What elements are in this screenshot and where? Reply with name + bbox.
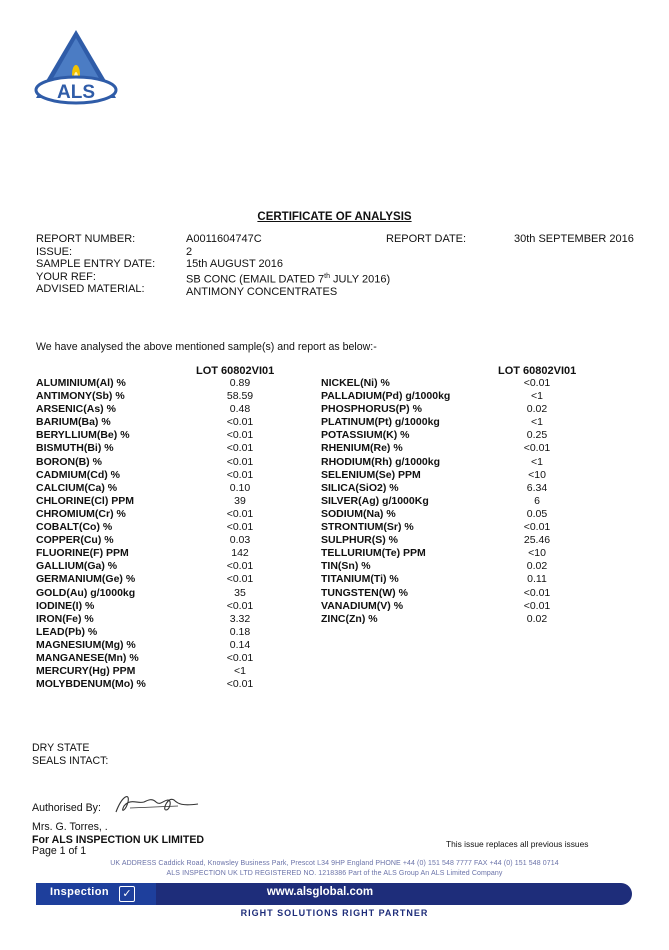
analyte-label: CHLORINE(Cl) PPM [36, 494, 134, 507]
footer-tagline: RIGHT SOLUTIONS RIGHT PARTNER [240, 908, 429, 918]
result-row [321, 495, 611, 508]
analyte-label: BISMUTH(Bi) % [36, 442, 114, 455]
result-row [321, 521, 611, 534]
result-row [321, 613, 611, 626]
issue-value: 2 [186, 245, 193, 258]
result-row [321, 508, 611, 521]
analyte-value: 25.46 [523, 534, 551, 547]
result-row [36, 403, 276, 416]
result-row [36, 560, 276, 573]
analyte-label: BARIUM(Ba) % [36, 416, 111, 429]
analyte-label: TIN(Sn) % [321, 560, 371, 573]
analyte-label: CALCIUM(Ca) % [36, 481, 118, 494]
advised-material-label: ADVISED MATERIAL: [36, 283, 145, 296]
seals-intact-text: SEALS INTACT: [32, 754, 109, 767]
signer-name: Mrs. G. Torres, . [32, 821, 108, 833]
result-row [321, 600, 611, 613]
als-logo-mark [30, 28, 122, 108]
result-row [36, 573, 276, 586]
result-row [321, 587, 611, 600]
result-row [36, 652, 276, 665]
analyte-label: GERMANIUM(Ge) % [36, 573, 136, 586]
analyte-label: NICKEL(Ni) % [321, 377, 390, 389]
analyte-label: SELENIUM(Se) PPM [321, 468, 421, 481]
your-ref-text-end: JULY 2016) [329, 273, 391, 286]
analyte-label: ARSENIC(As) % [36, 403, 116, 416]
analyte-value: <0.01 [226, 442, 254, 455]
analyte-label: STRONTIUM(Sr) % [321, 521, 414, 534]
result-row [321, 573, 611, 586]
analyte-label: IODINE(I) % [36, 599, 95, 612]
analyte-label: GOLD(Au) g/1000kg [36, 586, 136, 599]
report-date-label: REPORT DATE: [386, 233, 467, 245]
certificate-title: CERTIFICATE OF ANALYSIS [257, 211, 412, 223]
analyte-value: 0.25 [526, 429, 548, 442]
analyte-value: <0.01 [523, 521, 551, 534]
analyte-value: <0.01 [226, 521, 254, 534]
analyte-label: MOLYBDENUM(Mo) % [36, 678, 146, 691]
analyte-label: CHROMIUM(Cr) % [36, 507, 126, 520]
analyte-label: TITANIUM(Ti) % [321, 573, 399, 586]
report-meta-labels [36, 233, 186, 296]
analyte-label: RHODIUM(Rh) g/1000kg [321, 455, 441, 468]
sample-entry-date-label: SAMPLE ENTRY DATE: [36, 258, 156, 271]
analyte-label: ZINC(Zn) % [321, 612, 378, 625]
analyte-value: <0.01 [226, 599, 254, 612]
analyte-value: 0.02 [526, 403, 548, 416]
analyte-label: SULPHUR(S) % [321, 534, 399, 547]
result-row [321, 403, 611, 416]
analyte-label: COBALT(Co) % [36, 521, 113, 534]
analyte-label: PALLADIUM(Pd) g/1000kg [321, 390, 451, 403]
analyte-label: PLATINUM(Pt) g/1000kg [321, 416, 440, 429]
analyte-label: LEAD(Pb) % [36, 625, 98, 638]
result-row [36, 390, 276, 403]
issue-label: ISSUE: [36, 245, 73, 258]
analyte-value: <0.01 [523, 586, 551, 599]
analyte-value: 0.48 [229, 403, 251, 416]
inspection-icon: ✓ [119, 886, 135, 902]
logo-text: ALS [57, 82, 95, 103]
analyte-label: MAGNESIUM(Mg) % [36, 638, 136, 651]
result-row [36, 429, 276, 442]
result-row [321, 416, 611, 429]
lot-heading-right: LOT 60802VI01 [498, 365, 577, 377]
results-column-right [321, 377, 611, 626]
report-date-value: 30th SEPTEMBER 2016 [514, 233, 634, 245]
result-row [321, 469, 611, 482]
analyte-value: 39 [234, 494, 246, 507]
analyte-value: <1 [234, 665, 246, 678]
result-row [321, 390, 611, 403]
signature [108, 788, 200, 820]
analyte-value: <1 [531, 390, 543, 403]
analyte-value: <0.01 [226, 507, 254, 520]
replaces-note: This issue replaces all previous issues [446, 839, 589, 849]
analyte-value: 0.14 [229, 638, 251, 651]
analyte-label: TELLURIUM(Te) PPM [321, 547, 426, 560]
analyte-label: POTASSIUM(K) % [321, 429, 410, 442]
result-row [321, 377, 611, 390]
analyte-value: <0.01 [226, 468, 254, 481]
your-ref-label: YOUR REF: [36, 270, 96, 283]
analyte-value: <0.01 [226, 573, 254, 586]
analyte-value: <0.01 [226, 651, 254, 664]
analyte-value: 3.32 [229, 612, 251, 625]
analyte-label: BERYLLIUM(Be) % [36, 429, 130, 442]
report-number-label: REPORT NUMBER: [36, 233, 136, 245]
result-row [36, 495, 276, 508]
sample-entry-date-value: 15th AUGUST 2016 [186, 258, 284, 271]
analyte-label: CADMIUM(Cd) % [36, 468, 120, 481]
intro-text: We have analysed the above mentioned sample(s) and report as below:- [36, 341, 377, 353]
analyte-value: 0.02 [526, 612, 548, 625]
analyte-label: PHOSPHORUS(P) % [321, 403, 422, 416]
result-row [36, 482, 276, 495]
analyte-value: <0.01 [523, 599, 551, 612]
lot-heading-left: LOT 60802VI01 [196, 365, 275, 377]
analyte-value: <1 [531, 416, 543, 429]
result-row [36, 416, 276, 429]
footer-address-line-1: UK ADDRESS Caddick Road, Knowsley Business Park, Prescot L34 9HP England PHONE +44 (0) 151 548 7777 FAX +44 (0) 151 548 0714 [110, 860, 559, 867]
result-row [321, 482, 611, 495]
results-column-left [36, 377, 276, 691]
footer-inspection-label: Inspection [50, 886, 110, 898]
advised-material-value: ANTIMONY CONCENTRATES [186, 286, 338, 299]
analyte-value: <10 [528, 468, 546, 481]
analyte-label: ANTIMONY(Sb) % [36, 390, 125, 403]
analyte-label: FLUORINE(F) PPM [36, 547, 129, 560]
analyte-value: <0.01 [226, 429, 254, 442]
result-row [36, 534, 276, 547]
analyte-label: SILVER(Ag) g/1000Kg [321, 494, 429, 507]
analyte-value: <10 [528, 547, 546, 560]
analyte-label: TUNGSTEN(W) % [321, 586, 408, 599]
result-row [36, 377, 276, 390]
result-row [36, 626, 276, 639]
result-row [36, 442, 276, 455]
your-ref-value [186, 271, 446, 286]
analyte-label: COPPER(Cu) % [36, 534, 114, 547]
dry-state-text: DRY STATE [32, 742, 90, 754]
analyte-value: 6 [534, 494, 540, 507]
analyte-label: RHENIUM(Re) % [321, 442, 403, 455]
result-row [321, 456, 611, 469]
result-row [36, 456, 276, 469]
analyte-value: <0.01 [523, 442, 551, 455]
footer-address-line-2: ALS INSPECTION UK LTD REGISTERED NO. 1218386 Part of the ALS Group An ALS Limited Company [166, 870, 503, 877]
analyte-value: 0.02 [526, 560, 548, 573]
analyte-label: MERCURY(Hg) PPM [36, 665, 136, 678]
analyte-label: ALUMINIUM(Al) % [36, 377, 126, 389]
analyte-value: 0.03 [229, 534, 251, 547]
your-ref-superscript: th [324, 272, 330, 280]
analyte-value: 0.18 [229, 625, 251, 638]
analyte-label: BORON(B) % [36, 455, 102, 468]
analyte-label: MANGANESE(Mn) % [36, 651, 139, 664]
company-name: For ALS INSPECTION UK LIMITED [32, 834, 205, 846]
result-row [36, 587, 276, 600]
analyte-label: GALLIUM(Ga) % [36, 560, 118, 573]
analyte-value: 35 [234, 586, 246, 599]
footer-website: www.alsglobal.com [266, 886, 374, 898]
analyte-value: 142 [231, 547, 249, 560]
result-row [36, 613, 276, 626]
result-row [321, 429, 611, 442]
analyte-label: SILICA(SiO2) % [321, 481, 399, 494]
signature-scribble [108, 788, 200, 820]
analyte-label: SODIUM(Na) % [321, 507, 396, 520]
analyte-value: <0.01 [226, 416, 254, 429]
analyte-value: <0.01 [226, 678, 254, 691]
result-row [36, 547, 276, 560]
analyte-value: 6.34 [526, 481, 548, 494]
sample-state [32, 742, 108, 767]
analyte-value: 0.89 [229, 377, 251, 389]
result-row [36, 639, 276, 652]
result-row [36, 665, 276, 678]
result-row [321, 547, 611, 560]
analyte-value: <0.01 [226, 560, 254, 573]
analyte-value: <0.01 [226, 455, 254, 468]
page-number: Page 1 of 1 [32, 845, 87, 857]
result-row [36, 469, 276, 482]
result-row [36, 678, 276, 691]
analyte-value: <0.01 [523, 377, 551, 389]
result-row [36, 600, 276, 613]
analyte-value: 0.11 [527, 573, 547, 586]
result-row [321, 534, 611, 547]
result-row [36, 521, 276, 534]
result-row [36, 508, 276, 521]
analyte-label: IRON(Fe) % [36, 612, 94, 625]
analyte-label: VANADIUM(V) % [321, 599, 404, 612]
result-row [321, 560, 611, 573]
authorised-by-label: Authorised By: [32, 802, 101, 814]
analyte-value: 0.10 [229, 481, 251, 494]
als-logo [30, 28, 122, 108]
analyte-value: <1 [531, 455, 543, 468]
analyte-value: 0.05 [526, 507, 548, 520]
result-row [321, 442, 611, 455]
your-ref-text-start: SB CONC (EMAIL DATED 7 [186, 273, 325, 286]
analyte-value: 58.59 [226, 390, 254, 403]
report-number-value: A0011604747C [186, 233, 262, 245]
